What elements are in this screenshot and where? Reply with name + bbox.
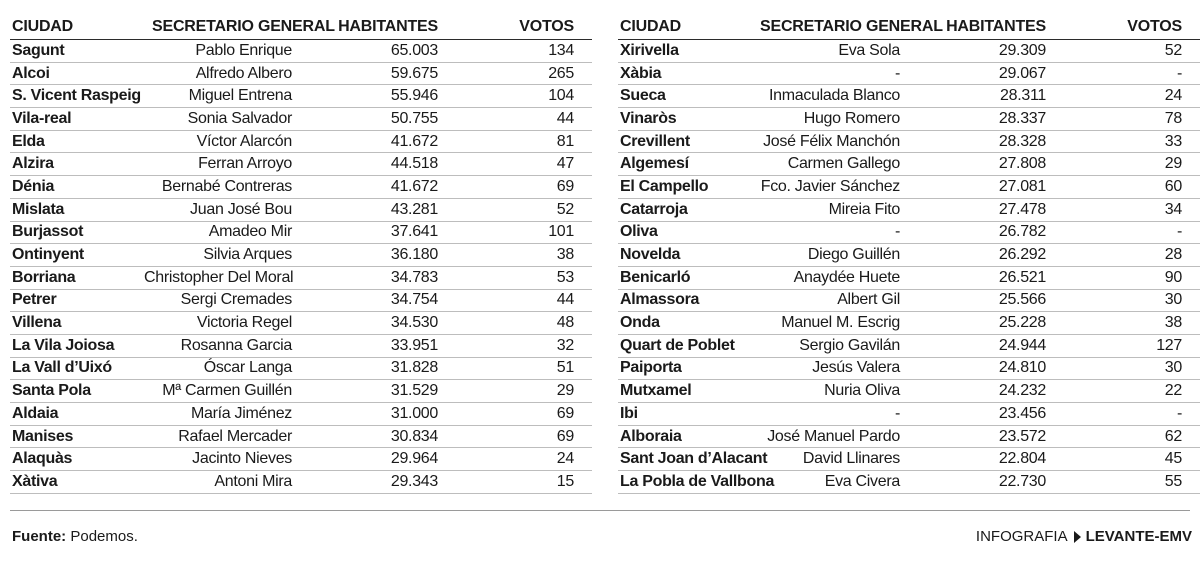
cell-secretary: David Llinares (802, 450, 900, 468)
cell-inhabitants: 29.309 (998, 41, 1046, 59)
table-row (10, 312, 592, 335)
header-votes: VOTOS (1127, 17, 1182, 35)
cell-inhabitants: 28.337 (998, 109, 1046, 127)
header-secretary: SECRETARIO GENERAL (760, 17, 943, 35)
cell-inhabitants: 29.067 (998, 64, 1046, 82)
table-row (618, 471, 1200, 494)
table-row (10, 267, 592, 290)
cell-city: Ontinyent (12, 246, 84, 264)
cell-city: Paiporta (620, 359, 682, 377)
cell-inhabitants: 26.292 (998, 246, 1046, 264)
cell-votes: 69 (556, 427, 574, 445)
cell-inhabitants: 41.672 (390, 177, 438, 195)
cell-city: S. Vicent Raspeig (12, 87, 141, 105)
cell-city: Santa Pola (12, 382, 91, 400)
cell-inhabitants: 36.180 (390, 246, 438, 264)
cell-votes: 62 (1164, 427, 1182, 445)
cell-inhabitants: 28.311 (1000, 87, 1046, 105)
cell-secretary: Sonia Salvador (187, 109, 292, 127)
table-row (618, 380, 1200, 403)
cell-secretary: Fco. Javier Sánchez (760, 177, 900, 195)
cell-votes: 24 (556, 450, 574, 468)
cell-city: Benicarló (620, 268, 691, 286)
table-header (10, 14, 592, 40)
cell-secretary: José Félix Manchón (763, 132, 900, 150)
cell-votes: 33 (1164, 132, 1182, 150)
cell-secretary: Óscar Langa (203, 359, 292, 377)
source-note (12, 528, 138, 545)
cell-votes: 29 (556, 382, 574, 400)
table-row (10, 358, 592, 381)
cell-secretary: - (894, 404, 900, 422)
table-row (618, 108, 1200, 131)
cell-votes: 30 (1164, 359, 1182, 377)
cell-inhabitants: 31.828 (390, 359, 438, 377)
cell-votes: 32 (556, 336, 574, 354)
cell-secretary: Bernabé Contreras (161, 177, 292, 195)
cell-secretary: Christopher Del Moral (144, 268, 294, 286)
cell-inhabitants: 55.946 (390, 87, 438, 105)
cell-secretary: Sergio Gavilán (799, 336, 900, 354)
cell-inhabitants: 50.755 (390, 109, 438, 127)
cell-inhabitants: 24.232 (998, 382, 1046, 400)
cell-votes: 47 (556, 155, 574, 173)
cell-inhabitants: 22.730 (998, 472, 1046, 490)
cell-secretary: Silvia Arques (203, 246, 292, 264)
credit (976, 528, 1192, 545)
cell-votes: 104 (548, 87, 574, 105)
cell-secretary: - (894, 223, 900, 241)
table-row (10, 40, 592, 63)
cell-votes: 30 (1164, 291, 1182, 309)
header-city: CIUDAD (12, 17, 74, 35)
cell-inhabitants: 43.281 (390, 200, 438, 218)
cell-secretary: - (894, 64, 900, 82)
table-row (10, 244, 592, 267)
header-city: CIUDAD (620, 17, 682, 35)
cell-city: Mislata (12, 200, 65, 218)
credit-label: INFOGRAFIA (975, 528, 1068, 545)
cell-inhabitants: 23.456 (998, 404, 1046, 422)
table-row (10, 426, 592, 449)
cell-votes: 60 (1164, 177, 1182, 195)
cell-secretary: Hugo Romero (803, 109, 900, 127)
cell-inhabitants: 27.808 (998, 155, 1046, 173)
credit-brand: LEVANTE-EMV (1085, 528, 1192, 545)
table-row (10, 63, 592, 86)
cell-votes: 101 (548, 223, 574, 241)
cell-city: Ibi (620, 404, 638, 422)
cell-inhabitants: 22.804 (998, 450, 1046, 468)
cell-votes: 51 (556, 359, 574, 377)
cell-city: Burjassot (12, 223, 84, 241)
table-row (10, 335, 592, 358)
cell-city: Algemesí (620, 155, 689, 173)
cell-secretary: Albert Gil (837, 291, 900, 309)
cell-votes: 265 (548, 64, 574, 82)
cell-votes: 78 (1164, 109, 1182, 127)
cell-secretary: Rosanna Garcia (180, 336, 292, 354)
source-label: Fuente: (12, 528, 67, 545)
cell-votes: 44 (556, 109, 574, 127)
cell-city: Sueca (620, 87, 666, 105)
cell-inhabitants: 34.530 (390, 314, 438, 332)
cell-inhabitants: 65.003 (390, 41, 438, 59)
cell-city: Alzira (12, 155, 54, 173)
cell-city: Villena (12, 314, 62, 332)
cell-votes: 48 (556, 314, 574, 332)
cell-inhabitants: 59.675 (390, 64, 438, 82)
cell-inhabitants: 26.782 (998, 223, 1046, 241)
table-row (10, 176, 592, 199)
cell-inhabitants: 27.478 (998, 200, 1046, 218)
table-row (618, 267, 1200, 290)
cell-secretary: José Manuel Pardo (767, 427, 900, 445)
table-row (618, 199, 1200, 222)
cell-city: Almassora (620, 291, 700, 309)
cell-inhabitants: 25.566 (998, 291, 1046, 309)
cell-city: Dénia (12, 177, 55, 195)
header-secretary: SECRETARIO GENERAL (152, 17, 335, 35)
cell-votes: 90 (1164, 268, 1182, 286)
table-row (618, 153, 1200, 176)
cell-city: Vinaròs (620, 109, 677, 127)
cell-city: Sagunt (12, 41, 65, 59)
cell-secretary: Rafael Mercader (178, 427, 292, 445)
cell-secretary: Juan José Bou (190, 200, 292, 218)
table-row (10, 199, 592, 222)
cell-inhabitants: 41.672 (390, 132, 438, 150)
header-inhabitants: HABITANTES (338, 17, 438, 35)
cell-secretary: Anaydée Huete (793, 268, 900, 286)
cell-votes: 28 (1164, 246, 1182, 264)
table-row (10, 153, 592, 176)
table-row (10, 108, 592, 131)
table-row (618, 312, 1200, 335)
header-votes: VOTOS (519, 17, 574, 35)
table-row (618, 222, 1200, 245)
cell-city: Novelda (620, 246, 681, 264)
cell-votes: 81 (556, 132, 574, 150)
cell-votes: 15 (556, 472, 574, 490)
cell-city: Mutxamel (620, 382, 692, 400)
cell-secretary: Mireia Fito (828, 200, 900, 218)
table-row (10, 403, 592, 426)
table-row (618, 290, 1200, 313)
cell-city: El Campello (620, 177, 709, 195)
cell-inhabitants: 31.529 (390, 382, 438, 400)
cell-secretary: Manuel M. Escrig (781, 314, 900, 332)
cell-votes: - (1176, 404, 1182, 422)
cell-votes: 52 (556, 200, 574, 218)
cell-secretary: Eva Sola (838, 41, 900, 59)
cell-secretary: Victoria Regel (196, 314, 292, 332)
cell-city: Xirivella (620, 41, 679, 59)
table-row (618, 403, 1200, 426)
cell-city: Borriana (12, 268, 76, 286)
cell-inhabitants: 23.572 (998, 427, 1046, 445)
cell-votes: 22 (1164, 382, 1182, 400)
cell-votes: 34 (1164, 200, 1182, 218)
cell-secretary: Mª Carmen Guillén (162, 382, 292, 400)
table-row (10, 380, 592, 403)
table-row (618, 63, 1200, 86)
cell-secretary: Antoni Mira (214, 472, 292, 490)
cell-city: Vila-real (12, 109, 72, 127)
cell-secretary: Inmaculada Blanco (769, 87, 900, 105)
table-row (618, 358, 1200, 381)
cell-inhabitants: 29.343 (390, 472, 438, 490)
cell-inhabitants: 28.328 (998, 132, 1046, 150)
cell-votes: 38 (1164, 314, 1182, 332)
cell-votes: 53 (556, 268, 574, 286)
table-row (10, 131, 592, 154)
cell-inhabitants: 37.641 (390, 223, 438, 241)
table-row (10, 85, 592, 108)
cell-votes: 69 (556, 404, 574, 422)
table-row (10, 290, 592, 313)
cell-city: Xàtiva (12, 472, 58, 490)
table-right (618, 14, 1200, 494)
triangle-right-icon (1074, 531, 1081, 543)
header-inhabitants: HABITANTES (946, 17, 1046, 35)
cell-votes: 29 (1164, 155, 1182, 173)
cell-city: Crevillent (620, 132, 690, 150)
table-row (10, 448, 592, 471)
cell-city: Xàbia (620, 64, 662, 82)
table-row (618, 335, 1200, 358)
cell-city: Alboraia (620, 427, 682, 445)
cell-city: Aldaia (12, 404, 59, 422)
cell-secretary: Víctor Alarcón (196, 132, 292, 150)
cell-secretary: Jesús Valera (812, 359, 900, 377)
cell-secretary: Jacinto Nieves (192, 450, 292, 468)
cell-inhabitants: 30.834 (390, 427, 438, 445)
cell-votes: - (1176, 64, 1182, 82)
cell-city: Sant Joan d’Alacant (620, 450, 768, 468)
cell-city: Manises (12, 427, 74, 445)
table-row (618, 85, 1200, 108)
cell-inhabitants: 25.228 (998, 314, 1046, 332)
table-row (10, 222, 592, 245)
cell-secretary: Alfredo Albero (195, 64, 292, 82)
cell-votes: 69 (556, 177, 574, 195)
cell-secretary: Sergi Cremades (180, 291, 292, 309)
cell-city: Onda (620, 314, 660, 332)
table-body (10, 40, 592, 494)
cell-secretary: Pablo Enrique (195, 41, 292, 59)
cell-secretary: Nuria Oliva (824, 382, 900, 400)
cell-votes: - (1176, 223, 1182, 241)
cell-votes: 55 (1164, 472, 1182, 490)
cell-votes: 45 (1164, 450, 1182, 468)
footer-divider (10, 510, 1190, 511)
cell-votes: 134 (548, 41, 574, 59)
table-row (10, 471, 592, 494)
cell-votes: 127 (1156, 336, 1182, 354)
table-row (618, 244, 1200, 267)
cell-inhabitants: 27.081 (998, 177, 1046, 195)
cell-secretary: Miguel Entrena (188, 87, 292, 105)
cell-city: Alaquàs (12, 450, 73, 468)
cell-city: La Pobla de Vallbona (620, 472, 775, 490)
cell-inhabitants: 24.810 (998, 359, 1046, 377)
cell-inhabitants: 24.944 (998, 336, 1046, 354)
cell-inhabitants: 44.518 (390, 155, 438, 173)
cell-city: La Vila Joiosa (12, 336, 115, 354)
cell-votes: 24 (1164, 87, 1182, 105)
cell-inhabitants: 26.521 (998, 268, 1046, 286)
cell-inhabitants: 34.754 (390, 291, 438, 309)
cell-votes: 44 (556, 291, 574, 309)
cell-secretary: María Jiménez (190, 404, 292, 422)
cell-city: Alcoi (12, 64, 50, 82)
table-row (618, 426, 1200, 449)
cell-secretary: Amadeo Mir (208, 223, 292, 241)
cell-city: Petrer (12, 291, 57, 309)
table-row (618, 176, 1200, 199)
cell-votes: 38 (556, 246, 574, 264)
cell-inhabitants: 29.964 (390, 450, 438, 468)
cell-city: Quart de Poblet (620, 336, 735, 354)
cell-city: Elda (12, 132, 45, 150)
cell-city: Catarroja (620, 200, 688, 218)
cell-secretary: Eva Civera (824, 472, 900, 490)
cell-secretary: Carmen Gallego (787, 155, 900, 173)
source-value: Podemos. (70, 528, 138, 545)
cell-city: La Vall d’Uixó (12, 359, 112, 377)
table-row (618, 448, 1200, 471)
cell-secretary: Ferran Arroyo (198, 155, 292, 173)
cell-inhabitants: 31.000 (390, 404, 438, 422)
cell-inhabitants: 34.783 (390, 268, 438, 286)
cell-inhabitants: 33.951 (390, 336, 438, 354)
cell-secretary: Diego Guillén (807, 246, 900, 264)
table-row (618, 131, 1200, 154)
cell-votes: 52 (1164, 41, 1182, 59)
table-header (618, 14, 1200, 40)
table-row (618, 40, 1200, 63)
cell-city: Oliva (620, 223, 658, 241)
table-left (10, 14, 592, 494)
table-body (618, 40, 1200, 494)
